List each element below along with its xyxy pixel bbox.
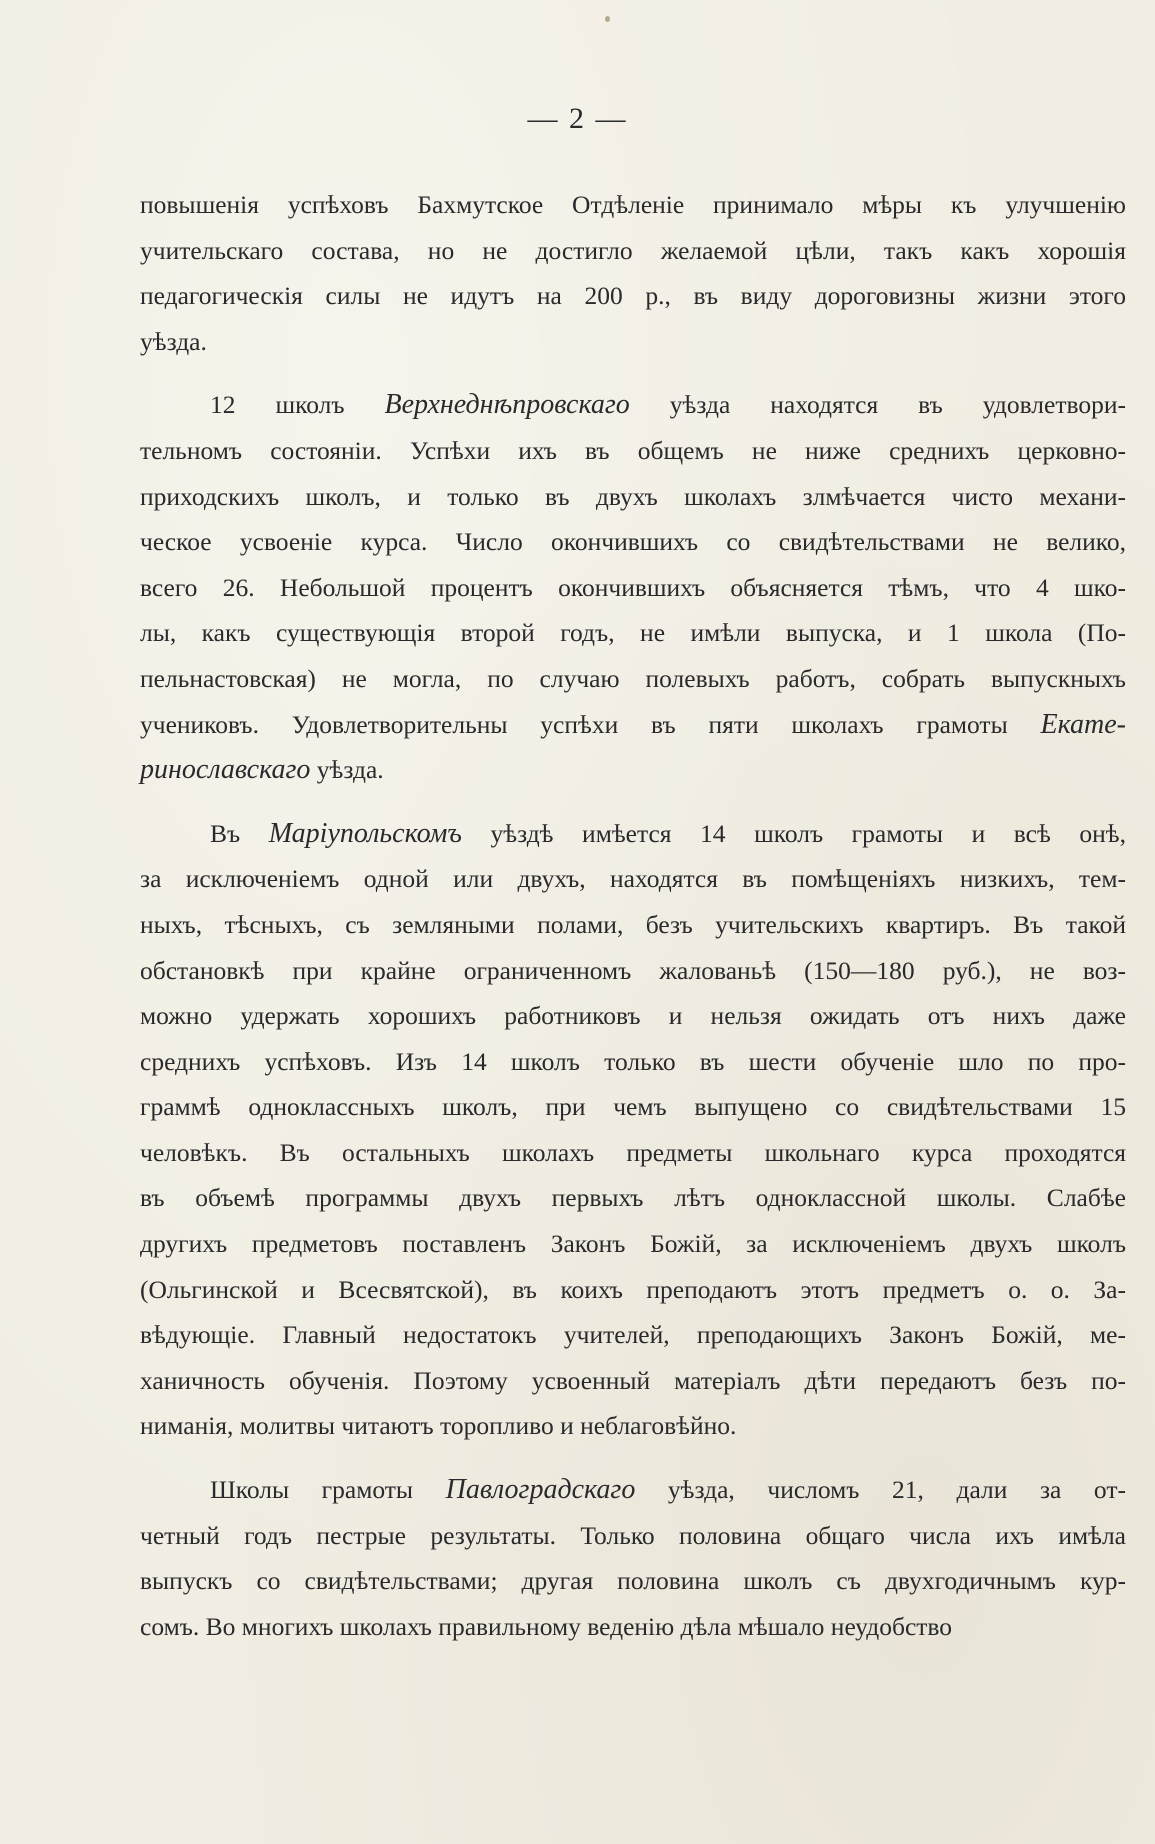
text-run: уѣзда. [140,326,207,356]
text-run: уѣзда. [310,755,384,785]
paragraph [140,182,1126,364]
text-run: въ объемѣ программы двухъ первыхъ лѣтъ одноклассной школы. Слабѣе [140,1183,1126,1213]
text-line [140,319,1126,365]
paragraph [140,382,1126,792]
body-text [140,182,1126,1649]
paper-speck [605,16,610,22]
text-run: 12 школъ [210,390,385,420]
text-run: (Ольгинской и Всесвятской), въ коихъ преподаютъ этотъ предметъ о. о. За- [140,1274,1126,1304]
text-run: тельномъ состояніи. Успѣхи ихъ въ общемъ не ниже среднихъ церковно- [140,435,1126,465]
text-run: человѣкъ. Въ остальныхъ школахъ предметы школьнаго курса проходятся [140,1137,1126,1167]
text-line [140,1467,1126,1513]
text-line [140,610,1126,656]
text-line [140,1358,1126,1404]
text-line [140,1267,1126,1313]
text-run: ханичность обученія. Поэтому усвоенный матеріалъ дѣти передаютъ безъ по- [140,1365,1126,1395]
text-line [140,1084,1126,1130]
text-line [140,948,1126,994]
text-run: ныхъ, тѣсныхъ, съ земляными полами, безъ учительскихъ квартиръ. Въ такой [140,909,1126,939]
text-line [140,273,1126,319]
text-line [140,565,1126,611]
text-line [140,1221,1126,1267]
text-run: уѣздѣ имѣется 14 школъ грамоты и всѣ онѣ, [461,818,1126,848]
text-run: выпускъ со свидѣтельствами; другая половина школъ съ двухгодичнымъ кур- [140,1566,1126,1596]
text-line [140,856,1126,902]
place-name-italic: Павлоградскаго [445,1474,636,1506]
text-run: педагогическія силы не идутъ на 200 р., въ виду дороговизны жизни этого [140,281,1126,311]
text-run: можно удержать хорошихъ работниковъ и нельзя ожидать отъ нихъ даже [140,1001,1126,1031]
text-run: ческое усвоеніе курса. Число окончившихъ со свидѣтельствами не велико, [140,527,1126,557]
text-line [140,747,1126,793]
text-line [140,428,1126,474]
text-run: Школы грамоты [210,1475,446,1505]
text-line [140,656,1126,702]
text-run: уѣзда, числомъ 21, дали за от- [635,1475,1126,1505]
page-number: — 2 — [527,102,628,135]
text-line [140,1039,1126,1085]
text-run: вѣдующіе. Главный недостатокъ учителей, преподающихъ Законъ Божій, ме- [140,1320,1126,1350]
paragraph [140,1467,1126,1649]
text-run: ниманія, молитвы читаютъ торопливо и неблаговѣйно. [140,1411,737,1441]
text-run: учениковъ. Удовлетворительны успѣхи въ пяти школахъ грамоты [140,709,1041,739]
text-line [140,1558,1126,1604]
text-line [140,1604,1126,1650]
text-line [140,811,1126,857]
text-run: всего 26. Небольшой процентъ окончившихъ объясняется тѣмъ, что 4 шко- [140,572,1126,602]
text-run: уѣзда находятся въ удовлетвори- [629,390,1126,420]
text-run: четный годъ пестрые результаты. Только половина общаго числа ихъ имѣла [140,1520,1126,1550]
text-line [140,1513,1126,1559]
text-line [140,1403,1126,1449]
text-line [140,519,1126,565]
text-run: учительскаго состава, но не достигло желаемой цѣли, такъ какъ хорошія [140,235,1126,265]
text-run: обстановкѣ при крайне ограниченномъ жалованьѣ (150—180 руб.), не воз- [140,955,1126,985]
text-line [140,182,1126,228]
text-line [140,702,1126,748]
text-line [140,228,1126,274]
place-name-italic: Верхнеднѣпровскаго [384,389,630,421]
text-run: среднихъ успѣховъ. Изъ 14 школъ только въ шести обученіе шло по про- [140,1046,1126,1076]
place-name-italic: Маріупольскомъ [268,817,462,849]
paragraph [140,811,1126,1449]
text-run: лы, какъ существующія второй годъ, не имѣли выпуска, и 1 школа (По- [140,618,1126,648]
place-name-italic: Екате- [1040,708,1126,740]
place-name-italic: ринославскаго [140,754,311,786]
text-line [140,1312,1126,1358]
text-line [140,1175,1126,1221]
text-line [140,993,1126,1039]
text-line [140,902,1126,948]
text-run: за исключеніемъ одной или двухъ, находятся въ помѣщеніяхъ низкихъ, тем- [140,864,1126,894]
text-line [140,382,1126,428]
text-run: сомъ. Во многихъ школахъ правильному веденію дѣла мѣшало неудобство [140,1611,953,1641]
text-run: другихъ предметовъ поставленъ Законъ Божій, за исключеніемъ двухъ школъ [140,1229,1126,1259]
text-run: Въ [210,818,269,848]
text-line [140,474,1126,520]
text-run: граммѣ одноклассныхъ школъ, при чемъ выпущено со свидѣтельствами 15 [140,1092,1126,1122]
text-run: приходскихъ школъ, и только въ двухъ школахъ злмѣчается чисто механи- [140,481,1126,511]
text-run: повышенія успѣховъ Бахмутское Отдѣленіе принимало мѣры къ улучшенію [140,190,1126,219]
text-line [140,1130,1126,1176]
text-run: пельнастовская) не могла, по случаю полевыхъ работъ, собрать выпускныхъ [140,663,1126,693]
